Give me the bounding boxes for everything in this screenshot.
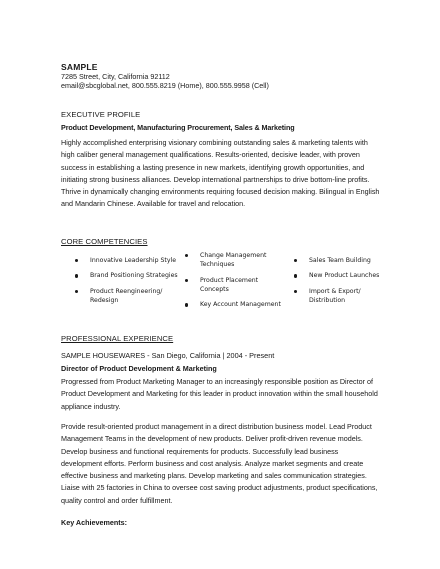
- bullet-icon: [294, 259, 297, 262]
- competency-label: Techniques: [200, 261, 235, 269]
- competency-label: Change Management: [200, 252, 267, 259]
- paragraph-line: Provide result-oriented product management in a direct distribution business model. Lead Product: [61, 422, 372, 431]
- competency-label: Sales Team Building: [309, 257, 371, 264]
- competency-label: Product Placement: [200, 276, 259, 284]
- competency-label: Import & Export/: [309, 287, 361, 295]
- executive-profile-subheading: Product Development, Manufacturing Procurement, Sales & Marketing: [61, 123, 295, 132]
- competencies-column-3: [294, 256, 379, 311]
- employer-detail: - San Diego, California | 2004 - Present: [145, 351, 275, 360]
- address-line: 7285 Street, City, California 92112: [61, 72, 170, 81]
- competencies-column-2: [185, 251, 281, 315]
- competency-label: Key Account Management: [200, 301, 281, 309]
- paragraph-line: and Mandarin Chinese. Available for travel and relocation.: [61, 199, 246, 209]
- competency-label: Concepts: [200, 285, 229, 293]
- bullet-icon: [75, 290, 78, 293]
- paragraph-line: appliance industry.: [61, 401, 121, 411]
- competency-item: [294, 256, 379, 265]
- competency-label: Redesign: [90, 296, 119, 304]
- bullet-icon: [294, 290, 297, 293]
- competency-label: Brand Positioning Strategies: [90, 272, 178, 280]
- paragraph-line: Progressed from Product Marketing Manager to an increasingly responsible position as Director of: [61, 377, 374, 386]
- competency-item: [75, 287, 178, 306]
- experience-paragraph-1: [61, 376, 391, 413]
- paragraph-line: effective business and marketing plans. Develop marketing and sales communication strategies.: [61, 471, 367, 481]
- bullet-icon: [185, 303, 188, 306]
- paragraph-line: Management Teams in the development of new products. Deliver profit-driven revenue models.: [61, 434, 363, 444]
- competency-item: [75, 271, 178, 280]
- bullet-icon: [185, 279, 188, 282]
- bullet-icon: [294, 274, 297, 277]
- employer-name: SAMPLE HOUSEWARES: [61, 351, 146, 360]
- key-achievements-heading: Key Achievements:: [61, 518, 128, 527]
- competencies-column-1: [75, 256, 178, 311]
- paragraph-line: Highly accomplished enterprising visionary combining outstanding sales & marketing talents with: [61, 138, 368, 147]
- paragraph-line: initiating strong business alliances. Develop international partnerships to drive bottom-line profits.: [61, 174, 370, 184]
- paragraph-line: success in establishing a lasting presence in new markets, identifying growth opportunities, and: [61, 162, 365, 172]
- competency-item: [294, 271, 379, 280]
- paragraph-line: quality control and order fulfillment.: [61, 495, 173, 505]
- competency-label: New Product Launches: [309, 272, 380, 280]
- candidate-name: SAMPLE: [61, 62, 98, 72]
- bullet-icon: [75, 274, 78, 277]
- professional-experience-heading: PROFESSIONAL EXPERIENCE: [61, 334, 174, 343]
- bullet-icon: [185, 254, 188, 257]
- job-title: Director of Product Development & Marketing: [61, 364, 217, 373]
- competency-item: [185, 251, 281, 270]
- paragraph-line: development efforts. Perform business and cost analysis. Analyze market segments and create: [61, 458, 364, 468]
- experience-paragraph-2: [61, 421, 391, 507]
- bullet-icon: [75, 259, 78, 262]
- paragraph-line: Develop business and functional requirements for products. Successfully lead business: [61, 446, 339, 456]
- competency-item: [294, 287, 379, 306]
- executive-profile-heading: EXECUTIVE PROFILE: [61, 110, 141, 119]
- contact-line: email@sbcglobal.net, 800.555.8219 (Home), 800.555.9958 (Cell): [61, 81, 269, 90]
- paragraph-line: Thrive in dynamically changing environments requiring focused decision making. Bilingual in English: [61, 187, 380, 197]
- paragraph-line: Liaise with 25 factories in China to oversee cost saving product adjustments, product specifications,: [61, 483, 378, 493]
- competency-label: Product Reengineering/: [90, 287, 163, 295]
- employer-line: [61, 351, 274, 360]
- executive-profile-paragraph: [61, 137, 391, 211]
- competency-item: [75, 256, 178, 265]
- paragraph-line: Product Development and Marketing for this leader in product innovation within the small household: [61, 389, 378, 399]
- core-competencies-heading: CORE COMPETENCIES: [61, 237, 148, 246]
- competency-item: [185, 276, 281, 295]
- competency-label: Distribution: [309, 296, 346, 304]
- competency-label: Innovative Leadership Style: [90, 257, 177, 264]
- competency-item: [185, 300, 281, 309]
- paragraph-line: high caliber general management qualifications. Results-oriented, decisive leader, with proven: [61, 150, 360, 160]
